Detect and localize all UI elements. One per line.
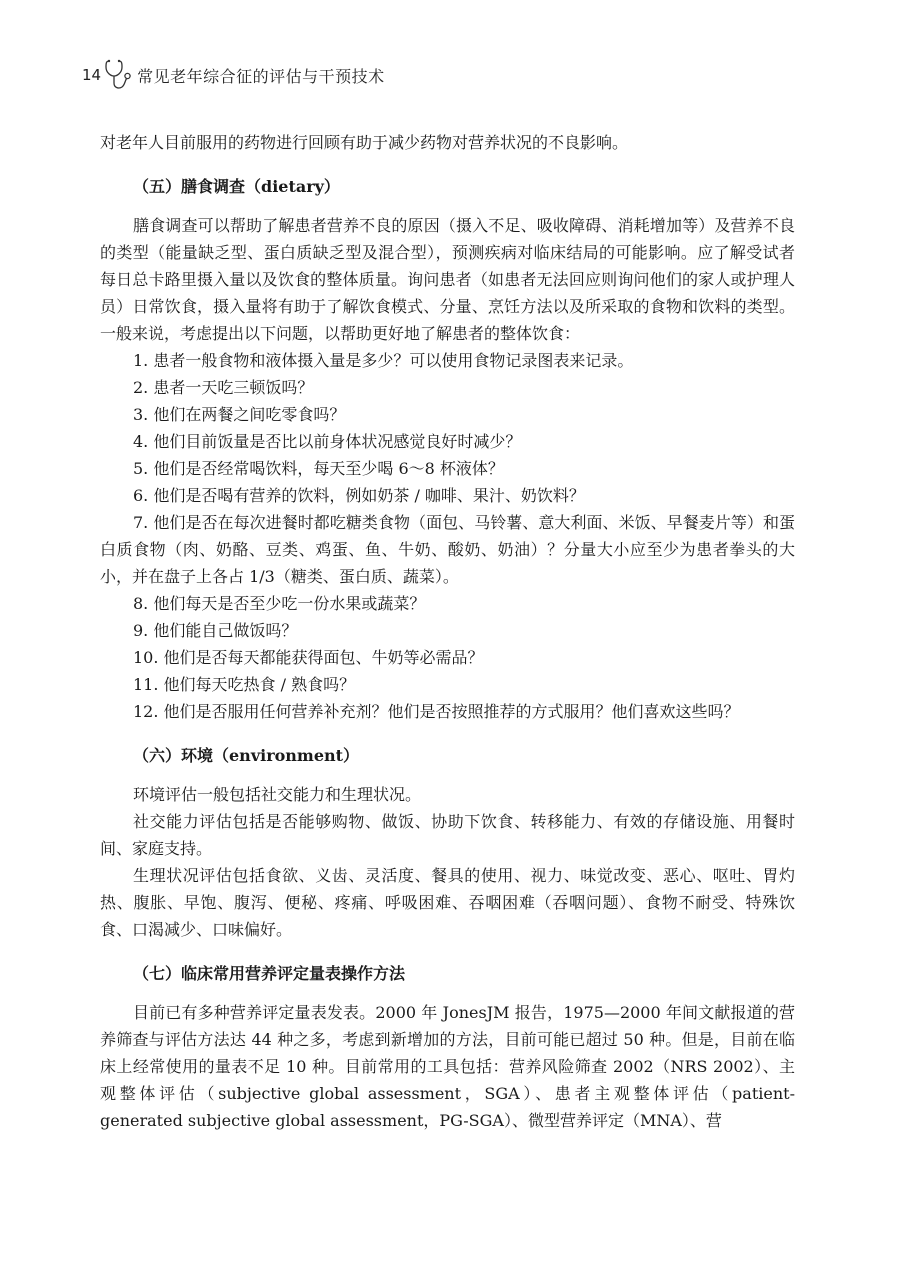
page-header bbox=[82, 58, 385, 92]
paragraph: 环境评估一般包括社交能力和生理状况。 bbox=[133, 785, 422, 804]
stethoscope-icon bbox=[103, 58, 133, 92]
paragraph: 社交能力评估包括是否能够购物、做饭、协助下饮食、转移能力、有效的存储设施、用餐时间、家庭支持。 bbox=[100, 812, 795, 858]
running-title: 常见老年综合征的评估与干预技术 bbox=[137, 66, 385, 86]
list-item: 2. 患者一天吃三顿饭吗？ bbox=[133, 378, 314, 397]
section-heading: （五）膳食调查（dietary） bbox=[133, 177, 340, 196]
paragraph: 目前已有多种营养评定量表发表。2000 年 JonesJM 报告，1975—2000 年间文献报道的营养筛查与评估方法达 44 种之多，考虑到新增加的方法，目前可能已超过 50 种。但是，目前在临床上经常使用的量表不足 10 种。目前常用的工具包括：营养风险筛查 2002（NRS 2002）、主观整体评估（subjective global assessment，SGA）、患者主观整体评估（patient-generated subjective global assessment，PG-SGA）、微型营养评定（MNA）、营 bbox=[100, 1003, 795, 1130]
list-item: 11. 他们每天吃热食 / 熟食吗？ bbox=[133, 675, 356, 694]
paragraph: 生理状况评估包括食欲、义齿、灵活度、餐具的使用、视力、味觉改变、恶心、呕吐、胃灼热、腹胀、早饱、腹泻、便秘、疼痛、呼吸困难、吞咽困难（吞咽问题）、食物不耐受、特殊饮食、口渴减少、口味偏好。 bbox=[100, 866, 795, 939]
list-item: 4. 他们目前饭量是否比以前身体状况感觉良好时减少？ bbox=[133, 432, 522, 451]
list-item: 12. 他们是否服用任何营养补充剂？他们是否按照推荐的方式服用？他们喜欢这些吗？ bbox=[133, 702, 740, 721]
question-list bbox=[100, 347, 795, 725]
list-item: 8. 他们每天是否至少吃一份水果或蔬菜？ bbox=[133, 594, 426, 613]
page-body bbox=[100, 129, 795, 1134]
paragraph: 对老年人目前服用的药物进行回顾有助于减少药物对营养状况的不良影响。 bbox=[100, 133, 629, 152]
list-item: 9. 他们能自己做饭吗？ bbox=[133, 621, 298, 640]
page-number: 14 bbox=[82, 66, 102, 84]
list-item: 7. 他们是否在每次进餐时都吃糖类食物（面包、马铃薯、意大利面、米饭、早餐麦片等）和蛋白质食物（肉、奶酪、豆类、鸡蛋、鱼、牛奶、酸奶、奶油）？分量大小应至少为患者拳头的大小，并在盘子上各占 1/3（糖类、蛋白质、蔬菜）。 bbox=[100, 513, 795, 586]
section-heading: （六）环境（environment） bbox=[133, 746, 360, 765]
section-heading: （七）临床常用营养评定量表操作方法 bbox=[133, 964, 406, 983]
list-item: 5. 他们是否经常喝饮料，每天至少喝 6～8 杯液体？ bbox=[133, 459, 504, 478]
list-item: 3. 他们在两餐之间吃零食吗？ bbox=[133, 405, 346, 424]
list-item: 10. 他们是否每天都能获得面包、牛奶等必需品？ bbox=[133, 648, 484, 667]
list-item: 6. 他们是否喝有营养的饮料，例如奶茶 / 咖啡、果汁、奶饮料？ bbox=[133, 486, 585, 505]
list-item: 1. 患者一般食物和液体摄入量是多少？可以使用食物记录图表来记录。 bbox=[133, 351, 634, 370]
paragraph: 膳食调查可以帮助了解患者营养不良的原因（摄入不足、吸收障碍、消耗增加等）及营养不良的类型（能量缺乏型、蛋白质缺乏型及混合型），预测疾病对临床结局的可能影响。应了解受试者每日总卡路里摄入量以及饮食的整体质量。询问患者（如患者无法回应则询问他们的家人或护理人员）日常饮食，摄入量将有助于了解饮食模式、分量、烹饪方法以及所采取的食物和饮料的类型。一般来说，考虑提出以下问题，以帮助更好地了解患者的整体饮食： bbox=[100, 216, 795, 343]
